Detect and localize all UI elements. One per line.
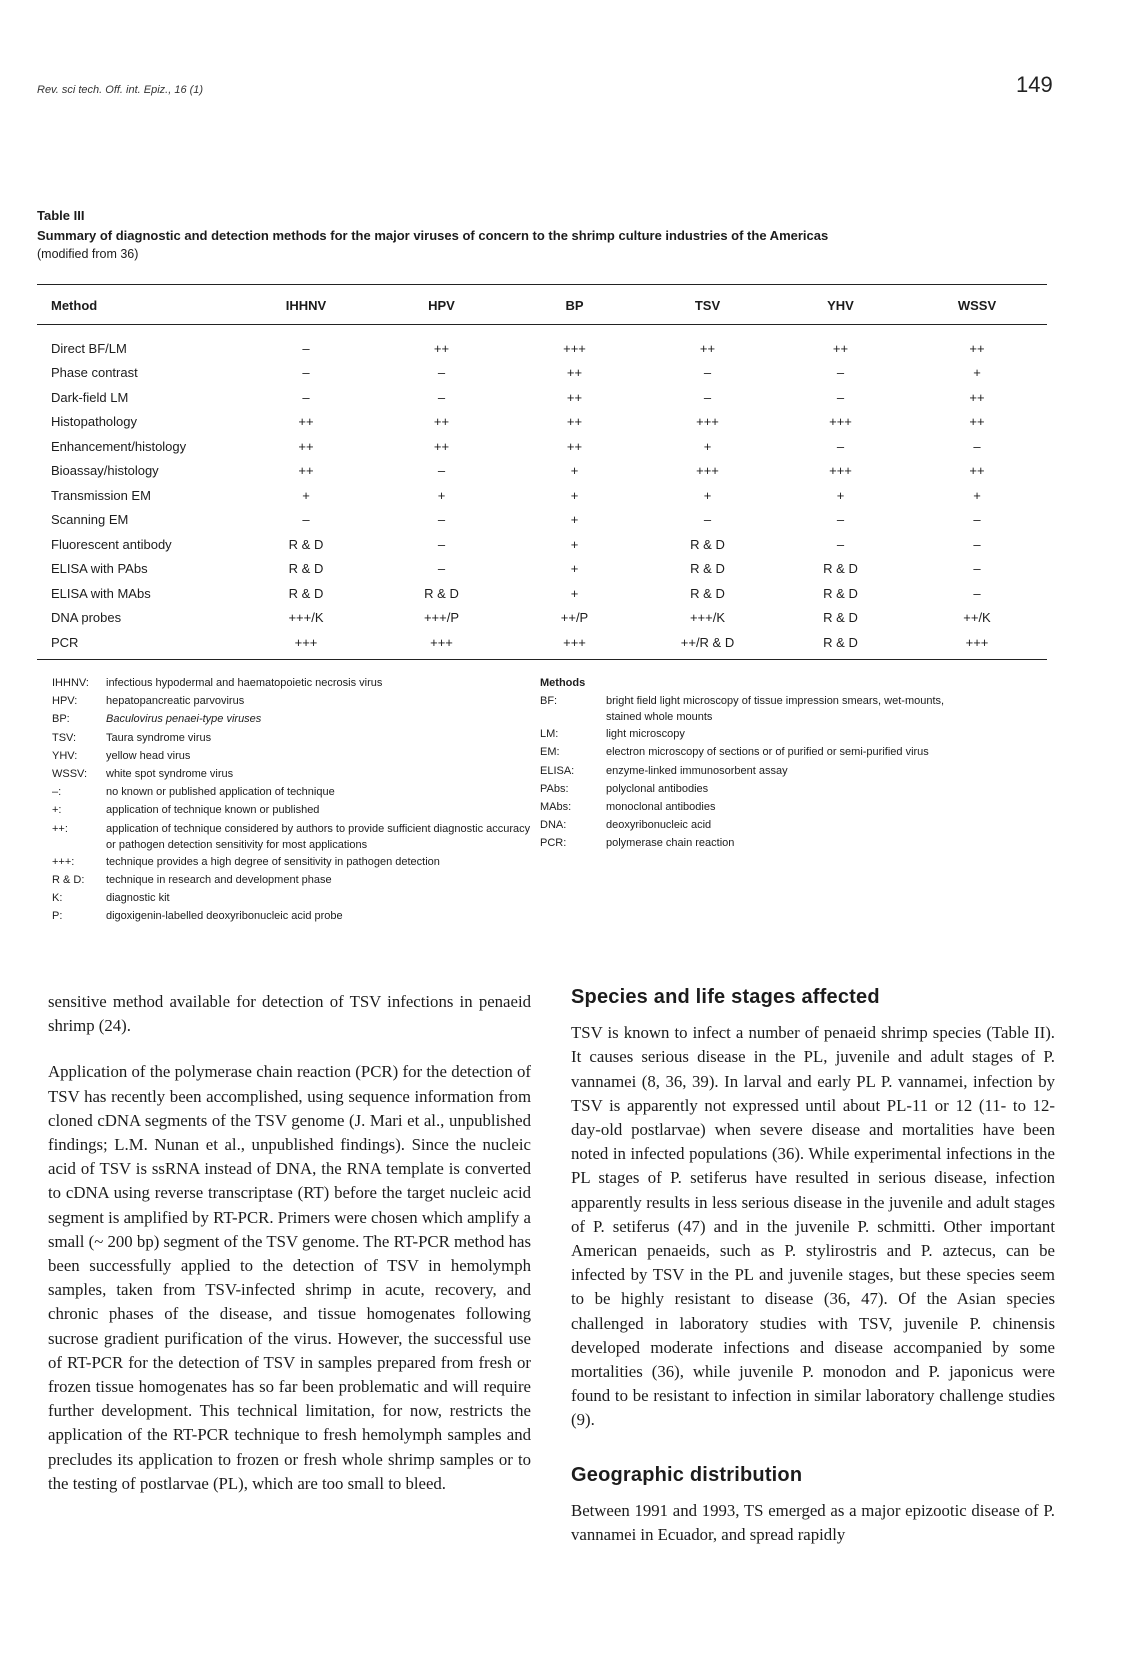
table-cell: ++ bbox=[566, 389, 583, 405]
table-cell: +++/K bbox=[689, 610, 726, 626]
legend-abbr: R & D: bbox=[52, 873, 85, 886]
legend-item bbox=[52, 853, 542, 871]
legend-abbr: WSSV: bbox=[52, 768, 88, 781]
legend-item bbox=[52, 820, 542, 853]
legend-item bbox=[52, 801, 542, 819]
table-cell: + bbox=[973, 487, 981, 503]
legend-definition: electron microscopy of sections or of purified or semi-purified virus bbox=[606, 746, 929, 759]
legend-item bbox=[52, 907, 542, 925]
column-header-method: Method bbox=[51, 297, 98, 313]
table-cell: ++/K bbox=[963, 610, 991, 626]
legend-definition: white spot syndrome virus bbox=[106, 768, 234, 781]
legend-definition: diagnostic kit bbox=[106, 892, 170, 905]
table-row bbox=[37, 532, 1047, 557]
legend-abbr: PCR: bbox=[540, 837, 567, 850]
section-heading-species: Species and life stages affected bbox=[571, 986, 880, 1008]
legend-item bbox=[540, 780, 980, 798]
legend-definition: technique provides a high degree of sensitivity in pathogen detection bbox=[106, 855, 440, 868]
column-header-tsv: TSV bbox=[694, 297, 721, 313]
table-cell: ++ bbox=[298, 414, 314, 430]
table-row bbox=[37, 557, 1047, 582]
legend-definition: yellow head virus bbox=[106, 749, 191, 762]
table-cell: + bbox=[703, 487, 712, 503]
table-cell: ++ bbox=[433, 438, 450, 454]
table-cell: – bbox=[703, 389, 712, 405]
table-cell: – bbox=[973, 512, 981, 528]
legend-item bbox=[52, 674, 542, 692]
legend-definition: hepatopancreatic parvovirus bbox=[106, 695, 245, 708]
table-cell: ++ bbox=[298, 463, 314, 479]
legend-item bbox=[52, 710, 542, 728]
table-cell: ++/R & D bbox=[680, 634, 735, 650]
table-cell: +++ bbox=[696, 414, 719, 430]
table-cell-method: Direct BF/LM bbox=[51, 340, 127, 356]
table-cell: R & D bbox=[288, 536, 324, 552]
table-cell-method: ELISA with MAbs bbox=[51, 585, 151, 601]
table-cell: + bbox=[570, 512, 579, 528]
legend-definition: infectious hypodermal and haematopoietic necrosis virus bbox=[106, 677, 383, 689]
table-cell: – bbox=[836, 389, 845, 405]
table-cell: – bbox=[437, 365, 446, 381]
body-column-right bbox=[571, 985, 1055, 1569]
table-cell: +++ bbox=[563, 340, 586, 356]
legend-abbr: BF: bbox=[540, 695, 558, 708]
legend-definition: polyclonal antibodies bbox=[606, 782, 709, 795]
table-row bbox=[37, 410, 1047, 435]
table-cell: +++/P bbox=[423, 610, 460, 626]
legend-definition: Baculovirus penaei-type viruses bbox=[106, 713, 262, 726]
table-cell: R & D bbox=[424, 585, 459, 601]
legend-abbr: +++: bbox=[52, 855, 75, 868]
table-row bbox=[37, 361, 1047, 386]
table-cell: – bbox=[437, 512, 446, 528]
legend-item bbox=[540, 743, 980, 761]
table-bottom-rule bbox=[37, 659, 1047, 660]
legend-item bbox=[52, 783, 542, 801]
legend-definition: Taura syndrome virus bbox=[106, 731, 212, 744]
page-number: 149 bbox=[1016, 72, 1053, 97]
legend-item bbox=[52, 692, 542, 710]
legend-item bbox=[540, 762, 980, 780]
table-cell: – bbox=[437, 389, 446, 405]
table-cell-method: Transmission EM bbox=[51, 487, 151, 503]
legend-abbr: PAbs: bbox=[540, 782, 569, 795]
table-cell: ++ bbox=[433, 340, 450, 356]
legend-definition: technique in research and development phase bbox=[106, 873, 332, 886]
table-cell: R & D bbox=[288, 561, 324, 577]
table-cell: + bbox=[570, 536, 579, 552]
table-source-note: (modified from 36) bbox=[37, 247, 139, 261]
legend-definition: bright field light microscopy of tissue impression smears, wet-mounts, stained whole mounts bbox=[606, 695, 945, 724]
column-header-bp: BP bbox=[565, 297, 584, 313]
table-cell: R & D bbox=[823, 634, 858, 650]
table-cell: ++ bbox=[566, 414, 583, 430]
column-header-ihhnv: IHHNV bbox=[285, 297, 327, 313]
legend-item bbox=[52, 871, 542, 889]
table-cell-method: Fluorescent antibody bbox=[51, 536, 172, 552]
table-cell: +++ bbox=[696, 463, 719, 479]
legend-definition: deoxyribonucleic acid bbox=[606, 819, 712, 832]
legend-abbr: EM: bbox=[540, 746, 560, 759]
table-cell-method: Enhancement/histology bbox=[51, 438, 187, 454]
legend-abbr: K: bbox=[52, 892, 63, 905]
table-cell: + bbox=[570, 487, 579, 503]
table-row bbox=[37, 434, 1047, 459]
table-row bbox=[37, 336, 1047, 361]
section-heading-geographic: Geographic distribution bbox=[571, 1463, 803, 1486]
table-cell: +++/K bbox=[288, 610, 324, 626]
legend-item bbox=[52, 889, 542, 907]
table-cell: + bbox=[570, 561, 579, 577]
table-row bbox=[37, 630, 1047, 655]
legend-definition: application of technique considered by authors to provide sufficient diagnostic accuracy or pathogen detection sensitivity for most applications bbox=[106, 822, 531, 851]
legend-item bbox=[540, 834, 980, 852]
body-paragraph: Between 1991 and 1993, TS emerged as a major epizootic disease of P. vannamei in Ecuador, and spread rapidly bbox=[571, 1500, 1055, 1545]
legend-item bbox=[540, 816, 980, 834]
table-cell: – bbox=[703, 512, 712, 528]
column-header-wssv: WSSV bbox=[957, 297, 997, 313]
table-cell: R & D bbox=[690, 561, 725, 577]
table-cell: – bbox=[302, 389, 310, 405]
table-cell: ++ bbox=[566, 438, 583, 454]
table-cell: – bbox=[973, 536, 981, 552]
table-cell: – bbox=[836, 536, 845, 552]
table-cell-method: PCR bbox=[51, 634, 79, 650]
table-cell-method: Histopathology bbox=[51, 414, 137, 430]
column-header-yhv: YHV bbox=[827, 297, 854, 313]
table-row bbox=[37, 606, 1047, 631]
legend-definition: enzyme-linked immunosorbent assay bbox=[606, 764, 788, 777]
table-cell: +++ bbox=[965, 634, 989, 650]
legend-abbr: HPV: bbox=[52, 695, 78, 708]
legend-abbr: DNA: bbox=[540, 819, 567, 832]
body-column-left bbox=[48, 990, 531, 1518]
table-cell: – bbox=[836, 512, 845, 528]
table-cell: +++ bbox=[294, 634, 318, 650]
legend-definition: no known or published application of technique bbox=[106, 786, 335, 799]
table-cell: + bbox=[570, 463, 579, 479]
body-paragraph: Application of the polymerase chain reaction (PCR) for the detection of TSV has recently been accomplished, using sequence information from cloned cDNA segments of the TSV genome (J. Mari et al., unpublished findings; L.M. Nunan et al., unpublished findings). Since the nucleic acid of TSV is ssRNA instead of DNA, the RNA template is converted to cDNA using reverse transcriptase (RT) before the target nucleic acid segment is amplified by RT-PCR. Primers were chosen which amplify a small (~ 200 bp) segment of the TSV genome. The RT-PCR method has been successfully applied to the detection of TSV in hemolymph samples, taken from TSV-infected shrimp in acute, recovery, and chronic phases of the disease, and tissue homogenates following sucrose gradient purification of the virus. However, the successful use of RT-PCR for the detection of TSV in samples prepared from fresh or frozen tissue homogenates has so far been problematic and will require further development. This technical limitation, for now, restricts the application of the RT-PCR technique to fresh hemolymph samples and precludes its application to frozen or fresh whole shrimp samples or to the testing of postlarvae (PL), which are too small to bleed. bbox=[48, 1062, 531, 1493]
legend-item bbox=[52, 747, 542, 765]
table-row bbox=[37, 483, 1047, 508]
table-cell: R & D bbox=[823, 585, 858, 601]
legend-item bbox=[52, 765, 542, 783]
legend-definition: application of technique known or published bbox=[106, 804, 320, 817]
legend-definition: monoclonal antibodies bbox=[606, 801, 716, 814]
legend-item bbox=[52, 729, 542, 747]
legend-abbr: –: bbox=[52, 786, 62, 799]
table-cell: ++/P bbox=[560, 610, 589, 626]
table-cell: – bbox=[437, 463, 446, 479]
methods-table bbox=[37, 286, 1047, 655]
table-row bbox=[37, 385, 1047, 410]
table-cell: + bbox=[437, 487, 446, 503]
table-row bbox=[37, 581, 1047, 606]
abbreviation-legend bbox=[52, 674, 542, 925]
legend-abbr: +: bbox=[52, 804, 62, 817]
table-cell: R & D bbox=[288, 585, 324, 601]
table-cell-method: Phase contrast bbox=[51, 365, 138, 381]
table-cell: R & D bbox=[690, 536, 725, 552]
legend-abbr: YHV: bbox=[52, 749, 78, 762]
table-cell: +++ bbox=[829, 463, 852, 479]
table-cell: – bbox=[437, 561, 446, 577]
table-cell: + bbox=[703, 438, 712, 454]
legend-item bbox=[540, 692, 980, 725]
table-cell: R & D bbox=[823, 561, 858, 577]
table-cell: + bbox=[570, 585, 579, 601]
table-cell: +++ bbox=[563, 634, 586, 650]
table-cell: ++ bbox=[969, 414, 985, 430]
body-paragraph: sensitive method available for detection of TSV infections in penaeid shrimp (24). bbox=[48, 992, 531, 1036]
table-cell-method: Scanning EM bbox=[51, 512, 129, 528]
legend-item bbox=[540, 725, 980, 743]
legend-definition: digoxigenin-labelled deoxyribonucleic acid probe bbox=[106, 910, 343, 923]
table-top-rule bbox=[37, 284, 1047, 285]
table-cell: ++ bbox=[566, 365, 583, 381]
table-cell: ++ bbox=[433, 414, 450, 430]
column-header-hpv: HPV bbox=[428, 297, 455, 313]
methods-legend-title: Methods bbox=[540, 677, 586, 689]
table-cell: – bbox=[973, 585, 981, 601]
table-caption: Summary of diagnostic and detection methods for the major viruses of concern to the shrimp culture industries of the Americas bbox=[37, 228, 829, 243]
table-cell: ++ bbox=[969, 463, 985, 479]
table-cell: + bbox=[836, 487, 845, 503]
table-cell: – bbox=[836, 438, 845, 454]
table-cell: – bbox=[973, 561, 981, 577]
table-label: Table III bbox=[37, 208, 85, 223]
table-cell-method: ELISA with PAbs bbox=[51, 561, 148, 577]
table-cell: R & D bbox=[823, 610, 858, 626]
body-paragraph: TSV is known to infect a number of penaeid shrimp species (Table II). It causes serious disease in the PL, juvenile and adult stages of P. vannamei (8, 36, 39). In larval and early PL P. vannamei, infection by TSV is apparently not expressed until about PL-11 or 12 (11- to 12-day-old postlarvae) when severe disease and mortalities have been noted in infected populations (36). While experimental infections in the PL stages of P. setiferus have resulted in serious disease, infection apparently results in less serious disease in the juvenile and adult stages of P. setiferus (47) and in the juvenile P. schmitti. Other important American penaeids, such as P. stylirostris and P. aztecus, can be infected by TSV in the PL and juvenile stages, but these species seem to be highly resistant to disease (36, 47). Of the Asian species challenged in laboratory studies with TSV, juvenile P. chinensis developed moderate infections and disease accompanied by some mortalities (36), while juvenile P. monodon and P. japonicus were found to be resistant to infection in similar laboratory challenge studies (9). bbox=[571, 1023, 1055, 1430]
legend-abbr: TSV: bbox=[52, 731, 77, 744]
legend-abbr: BP: bbox=[52, 713, 70, 726]
table-spacer bbox=[37, 324, 1047, 336]
legend-abbr: ++: bbox=[52, 822, 68, 835]
legend-definition: polymerase chain reaction bbox=[606, 837, 735, 850]
running-header: Rev. sci tech. Off. int. Epiz., 16 (1) bbox=[37, 84, 204, 96]
legend-abbr: IHHNV: bbox=[52, 677, 89, 689]
table-cell: R & D bbox=[690, 585, 725, 601]
table-row bbox=[37, 459, 1047, 484]
table-cell: – bbox=[836, 365, 845, 381]
table-cell: – bbox=[973, 438, 981, 454]
table-cell: +++ bbox=[430, 634, 453, 650]
legend-item bbox=[540, 798, 980, 816]
table-cell: + bbox=[302, 487, 310, 503]
methods-legend bbox=[540, 674, 980, 853]
table-cell: ++ bbox=[969, 389, 985, 405]
legend-abbr: ELISA: bbox=[540, 764, 575, 777]
legend-abbr: LM: bbox=[540, 728, 559, 741]
table-cell: ++ bbox=[832, 340, 849, 356]
table-cell-method: Dark-field LM bbox=[51, 389, 129, 405]
legend-abbr: MAbs: bbox=[540, 801, 572, 814]
table-cell: – bbox=[302, 340, 310, 356]
legend-definition: light microscopy bbox=[606, 728, 685, 741]
legend-abbr: P: bbox=[52, 910, 63, 923]
table-cell-method: DNA probes bbox=[51, 610, 122, 626]
table-cell: – bbox=[437, 536, 446, 552]
table-cell: + bbox=[973, 365, 981, 381]
table-cell: – bbox=[302, 365, 310, 381]
table-header-row bbox=[37, 286, 1047, 324]
table-cell-method: Bioassay/histology bbox=[51, 463, 159, 479]
table-cell: ++ bbox=[298, 438, 314, 454]
table-cell: ++ bbox=[699, 340, 716, 356]
table-cell: – bbox=[703, 365, 712, 381]
table-cell: ++ bbox=[969, 340, 985, 356]
table-cell: +++ bbox=[829, 414, 852, 430]
table-row bbox=[37, 508, 1047, 533]
table-cell: – bbox=[302, 512, 310, 528]
